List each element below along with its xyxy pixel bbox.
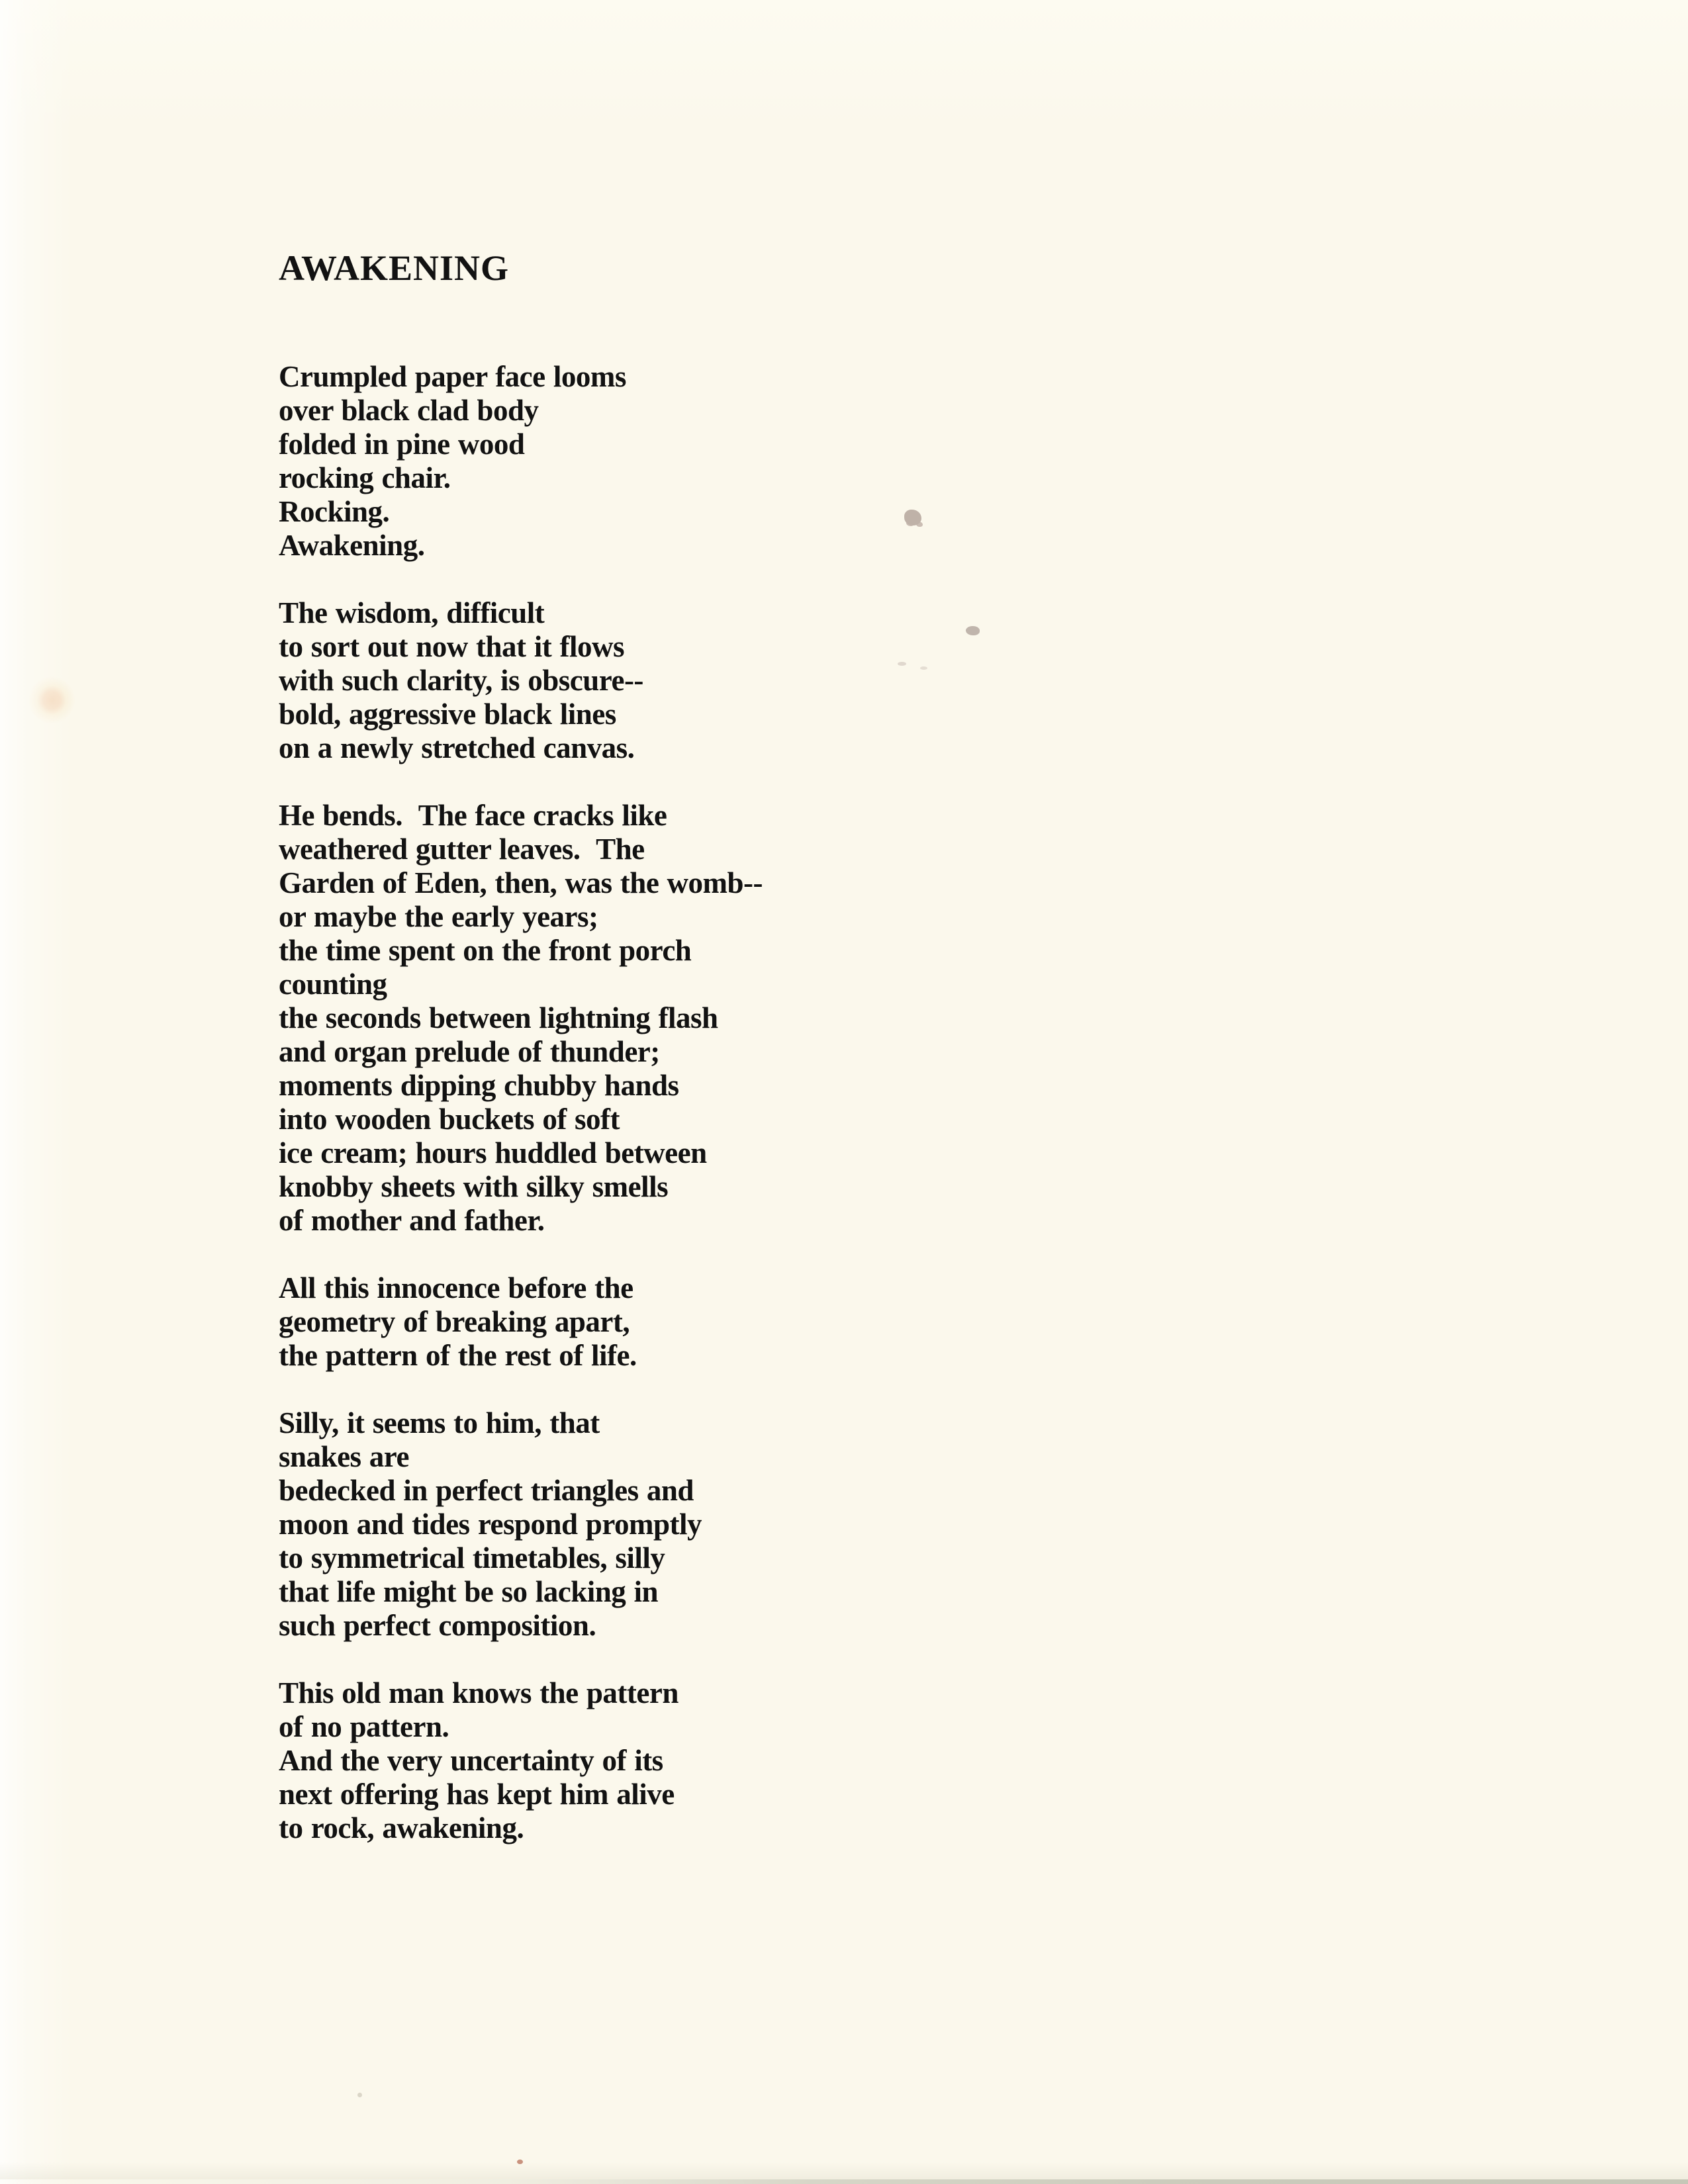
scan-edge-haze: [0, 2162, 1688, 2179]
poem-line: over black clad body: [279, 394, 539, 427]
ink-speck: [357, 2093, 362, 2097]
poem-line: of mother and father.: [279, 1204, 545, 1237]
poem-line: of no pattern.: [279, 1710, 449, 1743]
poem-line: He bends. The face cracks like: [279, 799, 667, 832]
stanza-4: [279, 1271, 1437, 1373]
poem-line: Crumpled paper face looms: [279, 360, 626, 393]
poem-line: Silly, it seems to him, that: [279, 1406, 600, 1439]
ink-speck: [966, 626, 980, 635]
stanza-1: [279, 360, 1437, 563]
poem-line: counting: [279, 968, 387, 1001]
poem-line: moments dipping chubby hands: [279, 1069, 679, 1102]
poem-line: snakes are: [279, 1440, 409, 1473]
poem-line: bold, aggressive black lines: [279, 698, 616, 731]
poem-line: with such clarity, is obscure--: [279, 664, 643, 697]
poem-line: ice cream; hours huddled between: [279, 1136, 707, 1169]
poem-line: Rocking.: [279, 495, 390, 528]
stanza-6: [279, 1676, 1437, 1845]
poem-line: that life might be so lacking in: [279, 1575, 659, 1608]
poem-line: and organ prelude of thunder;: [279, 1035, 660, 1068]
poem-line: And the very uncertainty of its: [279, 1744, 663, 1777]
ink-speck: [898, 662, 906, 666]
poem-line: knobby sheets with silky smells: [279, 1170, 669, 1203]
poem-line: on a newly stretched canvas.: [279, 731, 635, 764]
poem-line: moon and tides respond promptly: [279, 1508, 702, 1541]
ink-speck: [920, 666, 927, 670]
stanza-3: [279, 799, 1437, 1238]
poem-line: The wisdom, difficult: [279, 596, 545, 629]
poem-line: bedecked in perfect triangles and: [279, 1474, 694, 1507]
poem-line: the pattern of the rest of life.: [279, 1339, 637, 1372]
poem-line: Awakening.: [279, 529, 425, 562]
poem-title: AWAKENING: [279, 248, 510, 288]
stanza-2: [279, 596, 1437, 765]
poem-line: next offering has kept him alive: [279, 1778, 675, 1811]
poem-line: weathered gutter leaves. The: [279, 833, 645, 866]
poem-line: Garden of Eden, then, was the womb--: [279, 866, 763, 899]
poem-line: such perfect composition.: [279, 1609, 596, 1642]
ink-speck: [904, 510, 921, 525]
poem-line: geometry of breaking apart,: [279, 1305, 630, 1338]
poem-line: to rock, awakening.: [279, 1811, 524, 1844]
poem-line: or maybe the early years;: [279, 900, 598, 933]
poem-line: rocking chair.: [279, 461, 451, 494]
poem-line: to symmetrical timetables, silly: [279, 1541, 665, 1574]
stanza-5: [279, 1406, 1437, 1643]
poem-line: folded in pine wood: [279, 428, 525, 461]
scan-edge-bottom: [0, 2179, 1688, 2184]
poem-line: All this innocence before the: [279, 1271, 633, 1304]
poem-line: into wooden buckets of soft: [279, 1103, 620, 1136]
poem: [279, 249, 1437, 1879]
poem-line: the time spent on the front porch: [279, 934, 692, 967]
poem-line: the seconds between lightning flash: [279, 1001, 718, 1034]
poem-line: This old man knows the pattern: [279, 1676, 679, 1709]
poem-line: to sort out now that it flows: [279, 630, 624, 663]
